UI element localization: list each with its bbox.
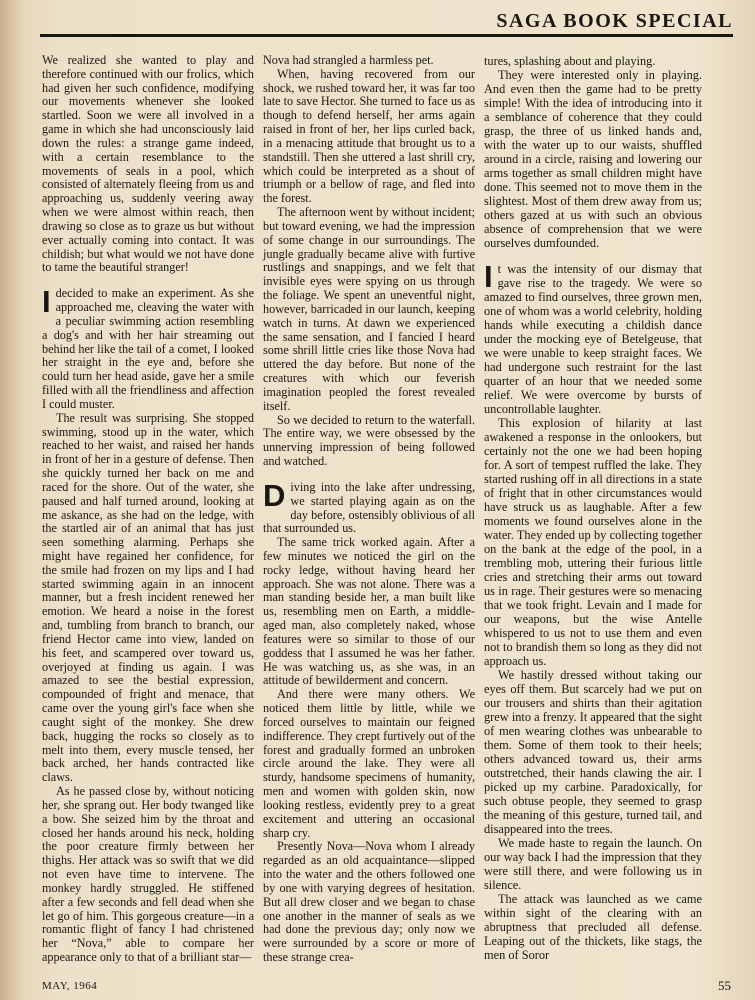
drop-cap: I bbox=[42, 284, 51, 320]
paragraph: The afternoon went by without incident; but toward evening, we had the impression of some change in our surroundings. The jungle gradually became alive with furtive rustlings and snappings, and we felt that invisible eyes were spying on us through the foliage. We spent an uneventful night, however, barricaded in our launch, keeping watch in turns. At dawn we experienced the same sensation, and I fancied I heard some shrill little cries like those Nova had uttered the day before. But none of the creatures with which our feverish imagination peopled the forest revealed itself. bbox=[263, 205, 475, 413]
paragraph: We made haste to regain the launch. On our way back I had the impression that they were still there, and were following us in silence. bbox=[484, 836, 702, 892]
text-column-3 bbox=[484, 54, 702, 962]
paragraph-text: t was the intensity of our dismay that gave rise to the tragedy. We were so amazed to find ourselves, three grown men, one of whom was a world celebrity, holding hands while executing a childish dance under the mocking eye of Betelgeuse, that we were unable to keep straight faces. We had undergone such restraint for the last quarter of an hour that we needed some relief. We were overcome by bursts of uncontrollable laughter. bbox=[484, 262, 702, 416]
paragraph: They were interested only in playing. And even then the game had to be pretty simple! With the idea of introducing into it a semblance of coherence that they could grasp, the three of us linked hands and, with the water up to our waists, shuffled around in a circle, raising and lowering our arms together as small children might have done. This seemed not to move them in the slightest. Most of them drew away from us; others gazed at us with such an obvious absence of comprehension that we were ourselves dumfounded. bbox=[484, 68, 702, 250]
drop-cap: D bbox=[263, 477, 286, 513]
paragraph: Nova had strangled a harmless pet. bbox=[263, 53, 434, 67]
paragraph: So we decided to return to the waterfall. The entire way, we were obsessed by the unnerving impression of being followed and watched. bbox=[263, 412, 475, 469]
paragraph: We realized she wanted to play and therefore continued with our frolics, which had given her such confidence, modifying our movements whenever she looked startled. Soon we were all involved in a game in which she had unconsciously laid down the rules: a strange game indeed, with a certain resemblance to the movements of seals in a pool, which consisted of alternately fleeing from us and approaching us, suddenly veering away when we were almost within reach, then drawing so close as to graze us but without ever actually coming into contact. It was childish; but what would we not have done to tame the beautiful stranger! bbox=[42, 53, 254, 275]
section-header: SAGA BOOK SPECIAL bbox=[496, 10, 733, 32]
paragraph: Presently Nova—Nova whom I already regarded as an old acquaintance—slipped into the water and the others followed one by one with varying degrees of hesitation. But all drew closer and we began to chase one another in the manner of seals as we had done the previous day; only now we were surrounded by a score or more of these strange crea- bbox=[263, 839, 475, 964]
paragraph: When, having recovered from our shock, we rushed toward her, it was far too late to save Hector. She turned to face us as though to defend herself, her arms again raised in front of her, her lips curled back, in a menacing attitude that brought us to a standstill. Then she uttered a last shrill cry, which could be interpreted as a shout of triumph or a bellow of rage, and fled into the forest. bbox=[263, 66, 475, 206]
paragraph-dropcap bbox=[263, 477, 475, 536]
drop-cap: I bbox=[484, 259, 493, 294]
header-rule bbox=[40, 34, 733, 37]
paragraph-text: iving into the lake after undressing, we started playing again as on the day before, ostensibly oblivious of all that surrounded us. bbox=[263, 479, 475, 536]
paragraph: The attack was launched as we came within sight of the clearing with an abruptness that precluded all defense. Leaping out of the thickets, like stags, the men of Soror bbox=[484, 892, 702, 962]
text-column-2 bbox=[263, 54, 475, 965]
paragraph-dropcap bbox=[42, 284, 254, 411]
paragraph: And there were many others. We noticed them little by little, while we forced ourselves to maintain our feigned indifference. They crept furtively out of the forest and gradually formed an unbroken circle around the lake. They were all sturdy, handsome specimens of humanity, men and women with golden skin, now looking restless, evidently prey to a great excitement and uttering an occasional sharp cry. bbox=[263, 687, 475, 840]
paragraph: The same trick worked again. After a few minutes we noticed the girl on the rocky ledge, without having heard her approach. She was not alone. There was a man standing beside her, a man built like us, resembling men on Earth, a middle-aged man, also completely naked, whose features were so similar to those of our goddess that I assumed he was her father. He was watching us, as she was, in an attitude of bewilderment and concern. bbox=[263, 535, 475, 688]
paragraph-dropcap bbox=[484, 259, 702, 416]
text-column-1 bbox=[42, 54, 254, 965]
paragraph: tures, splashing about and playing. bbox=[484, 54, 656, 68]
paragraph: We hastily dressed without taking our eyes off them. But scarcely had we put on our trousers and shirts than their agitation grew into a frenzy. It appeared that the sight of men wearing clothes was unbearable to them. Some of them took to their heels; others advanced toward us, their arms outstretched, their hands clawing the air. I picked up my carbine. Paradoxically, for such obtuse people, they seemed to grasp the meaning of this gesture, turned tail, and disappeared into the trees. bbox=[484, 668, 702, 836]
page-number: 55 bbox=[718, 978, 731, 993]
issue-date: MAY, 1964 bbox=[42, 980, 98, 992]
paragraph: As he passed close by, without noticing her, she sprang out. Her body twanged like a bow. She seized him by the throat and closed her hands around his neck, holding the poor creature firmly between her thighs. Her attack was so swift that we did not even have time to intervene. The monkey hardly struggled. He stiffened after a few seconds and fell dead when she let go of him. This gorgeous creature—in a romantic flight of fancy I had christened her “Nova,” able to compare her appearance only to that of a brilliant star— bbox=[42, 784, 254, 964]
paragraph: The result was surprising. She stopped swimming, stood up in the water, which reached to her waist, and raised her hands in front of her in a gesture of defense. Then she quickly turned her back on me and raced for the shore. Out of the water, she paused and half turned around, looking at me askance, as she had on the ledge, with the startled air of an animal that has just seen something alarming. Perhaps she might have regained her confidence, for the smile had frozen on my lips and I had started swimming again in an innocent manner, but a fresh incident renewed her emotion. We heard a noise in the forest and, tumbling from branch to branch, our friend Hector came into view, landed on his feet, and scampered over toward us, overjoyed at finding us again. I was amazed to see the bestial expression, compounded of fright and menace, that came over the young girl's face when she caught sight of the monkey. She drew back, hugging the rocks so closely as to melt into them, every muscle tensed, her back arched, her hands contracted like claws. bbox=[42, 410, 254, 785]
paragraph: This explosion of hilarity at last awakened a response in the onlookers, but certainly not the one we had been hoping for. A sort of tempest ruffled the lake. They started rushing off in all directions in a state of fright that in other circumstances would have struck us as laughable. After a few moments we found ourselves alone in the water. They ended up by collecting together on the bank at the edge of the pool, in a trembling mob, uttering their furious little cries and stretching their arms out toward us in rage. Their gestures were so menacing that we took fright. Levain and I made for our weapons, but the wise Antelle whispered to us not to use them and even not to brandish them so long as they did not approach us. bbox=[484, 416, 702, 668]
paragraph-text: decided to make an experiment. As she approached me, cleaving the water with a peculiar swimming action resembling a dog's and with her hair streaming out behind her like the tail of a comet, I looked her straight in the eye and, before she could turn her head aside, gave her a smile filled with all the friendliness and affection I could muster. bbox=[42, 286, 254, 411]
